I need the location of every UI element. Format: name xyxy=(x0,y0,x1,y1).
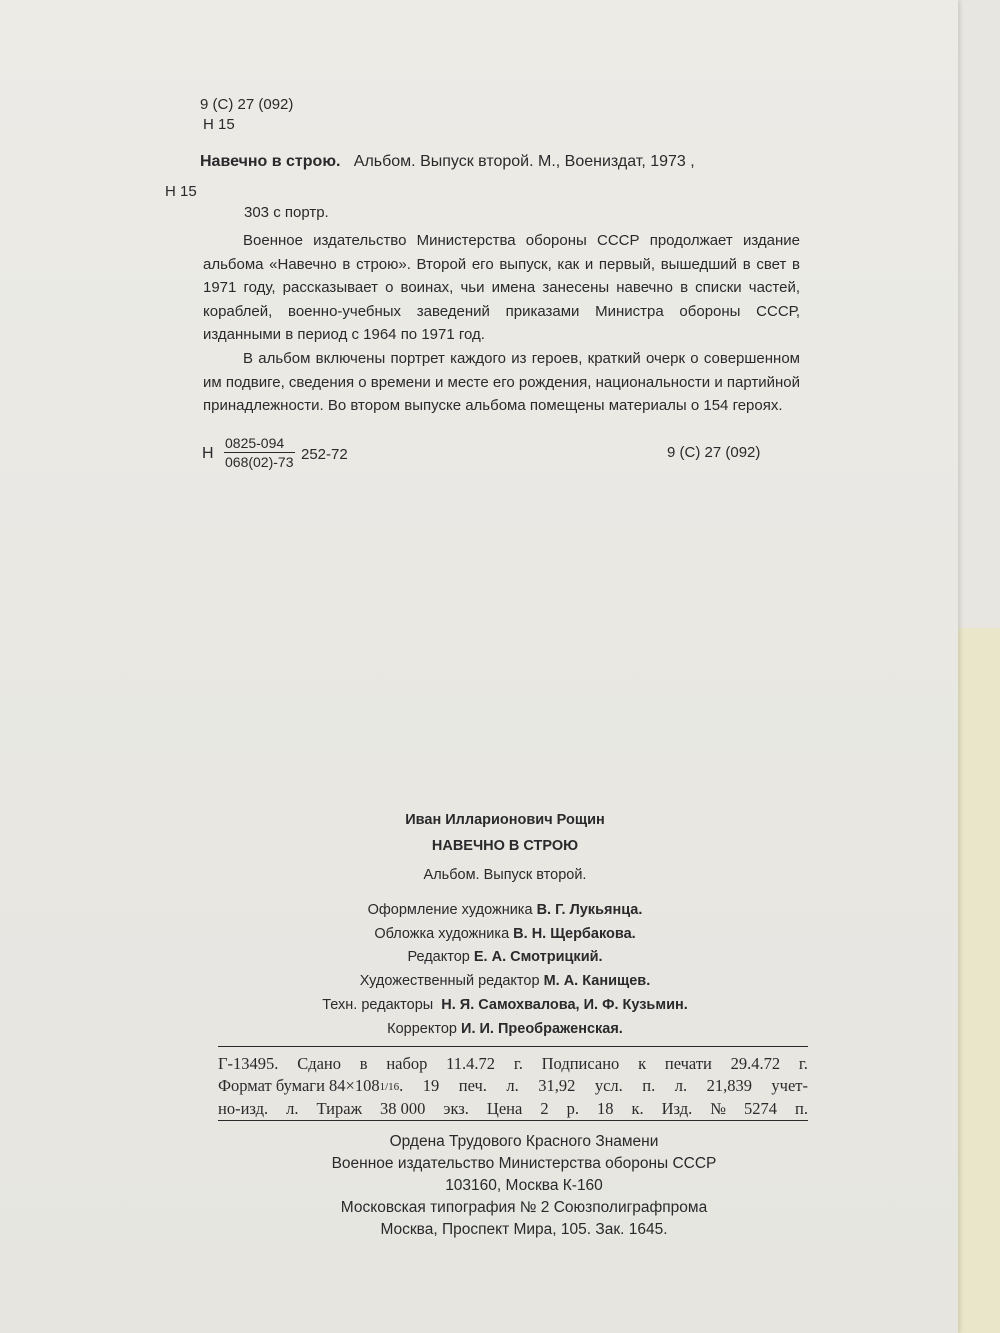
catalog-entry xyxy=(200,152,695,172)
imprint-word: печати xyxy=(664,1054,712,1073)
index-letter: Н xyxy=(202,445,214,462)
credit-line-cover xyxy=(0,926,1000,942)
printer-line-3: 103160, Москва К-160 xyxy=(445,1177,603,1194)
imprint-row-2 xyxy=(218,1075,808,1098)
credit-name: Е. А. Смотрицкий. xyxy=(473,949,603,965)
imprint-rule-bottom xyxy=(218,1120,808,1121)
catalog-details: Альбом. Выпуск второй. М., Воениздат, 1973 , xyxy=(353,153,695,170)
credit-role: Редактор xyxy=(407,949,470,965)
credit-line-proofreader xyxy=(0,1021,1000,1037)
imprint-word: к xyxy=(638,1054,647,1073)
credit-role: Техн. редакторы xyxy=(322,997,434,1013)
imprint-row-3 xyxy=(218,1098,808,1120)
imprint-word: л. xyxy=(506,1076,519,1095)
imprint-rule-top xyxy=(218,1046,808,1047)
index-numerator: 0825-094 xyxy=(224,434,295,453)
credit-name: М. А. Канищев. xyxy=(543,973,651,989)
imprint-word: к. xyxy=(631,1099,644,1118)
imprint-word: Подписано xyxy=(541,1054,620,1073)
imprint-word: п. xyxy=(795,1099,808,1118)
imprint-word: 18 xyxy=(596,1099,614,1118)
credits-author: Иван Илларионович Рощин xyxy=(405,812,605,828)
imprint-word: п. xyxy=(642,1076,656,1095)
imprint-format-prefix: Формат бумаги 84×108 xyxy=(218,1076,380,1095)
imprint-word: но-изд. xyxy=(218,1099,269,1118)
imprint-format: Формат бумаги 84×1081/16. xyxy=(218,1076,404,1095)
index-denominator: 068(02)-73 xyxy=(225,454,294,470)
imprint-block xyxy=(218,1053,808,1120)
imprint-word: л. xyxy=(286,1099,299,1118)
catalog-title: Навечно в строю. xyxy=(200,153,341,170)
printer-line-5: Москва, Проспект Мира, 105. Зак. 1645. xyxy=(380,1221,668,1238)
imprint-word: г. xyxy=(513,1054,523,1073)
credit-line-art-editor xyxy=(0,973,1000,989)
imprint-word: 11.4.72 xyxy=(446,1054,496,1073)
index-suffix: 252-72 xyxy=(301,446,348,463)
header-classification: 9 (С) 27 (092) xyxy=(200,96,294,113)
abstract-paragraph-1: Военное издательство Министерства обороны СССР продолжает издание альбома «Навечно в строю». Второй его выпуск, как и первый, вышедший в свет в 1971 году, рассказывает о воинах, чьи имена занесены навечно в списки частей, кораблей, военно-учебных заведений приказами Министра обороны СССР, изданными в период с 1964 по 1971 год. xyxy=(203,232,800,344)
imprint-word: № xyxy=(710,1099,726,1118)
imprint-word: 31,92 xyxy=(538,1076,576,1095)
imprint-word: учет- xyxy=(771,1076,808,1095)
credit-role: Обложка художника xyxy=(374,926,510,942)
credit-role: Корректор xyxy=(387,1021,457,1037)
imprint-word: 5274 xyxy=(744,1099,777,1118)
imprint-format-fraction: 1/16 xyxy=(379,1081,400,1093)
index-fraction xyxy=(224,434,295,471)
imprint-word: р. xyxy=(566,1099,579,1118)
imprint-word: 2 xyxy=(540,1099,549,1118)
imprint-word: г. xyxy=(798,1054,808,1073)
imprint-word: усл. xyxy=(594,1076,623,1095)
abstract-paragraph-2: В альбом включены портрет каждого из героев, краткий очерк о совершенном им подвиге, сведения о времени и месте его рождения, национальности и партийной принадлежности. Во втором выпуске альбома помещены материалы о 154 героях. xyxy=(203,349,800,415)
imprint-word: 38 000 xyxy=(380,1099,426,1118)
imprint-word: Г-13495. xyxy=(218,1054,279,1073)
imprint-row-1 xyxy=(218,1053,808,1075)
imprint-word: 29.4.72 xyxy=(730,1054,781,1073)
abstract xyxy=(203,229,800,418)
catalog-margin-code: Н 15 xyxy=(165,183,197,200)
imprint-word: Тираж xyxy=(316,1099,362,1118)
header-code: Н 15 xyxy=(203,116,235,133)
printer-line-4: Московская типография № 2 Союзполиграфпрома xyxy=(340,1199,708,1216)
imprint-word: 19 xyxy=(422,1076,440,1095)
imprint-word: Сдано xyxy=(297,1054,341,1073)
credit-name: В. Н. Щербакова. xyxy=(513,926,636,942)
printer-line-1: Ордена Трудового Красного Знамени xyxy=(389,1133,659,1150)
credit-line-tech-editors xyxy=(0,997,1000,1013)
credit-line-design xyxy=(0,902,1000,918)
index-classification: 9 (С) 27 (092) xyxy=(667,444,761,461)
imprint-word: Цена xyxy=(486,1099,523,1118)
credit-role: Оформление художника xyxy=(367,902,533,918)
imprint-word: Изд. xyxy=(661,1099,693,1118)
credits-title: НАВЕЧНО В СТРОЮ xyxy=(431,838,579,854)
credit-line-editor xyxy=(0,949,1000,965)
credit-name: Н. Я. Самохвалова, И. Ф. Кузьмин. xyxy=(441,997,688,1013)
imprint-word: л. xyxy=(674,1076,688,1095)
credit-name: В. Г. Лукьянца. xyxy=(536,902,643,918)
imprint-word: в xyxy=(359,1054,368,1073)
credit-name: И. И. Преображенская. xyxy=(461,1021,623,1037)
printer-line-2: Военное издательство Министерства обороны СССР xyxy=(331,1155,717,1172)
catalog-pages: 303 с портр. xyxy=(244,204,329,221)
credits-subtitle: Альбом. Выпуск второй. xyxy=(423,867,587,883)
imprint-word: экз. xyxy=(443,1099,469,1118)
credit-role: Художественный редактор xyxy=(359,973,540,989)
imprint-word: печ. xyxy=(458,1076,487,1095)
imprint-word: набор xyxy=(386,1054,428,1073)
imprint-word: 21,839 xyxy=(706,1076,752,1095)
